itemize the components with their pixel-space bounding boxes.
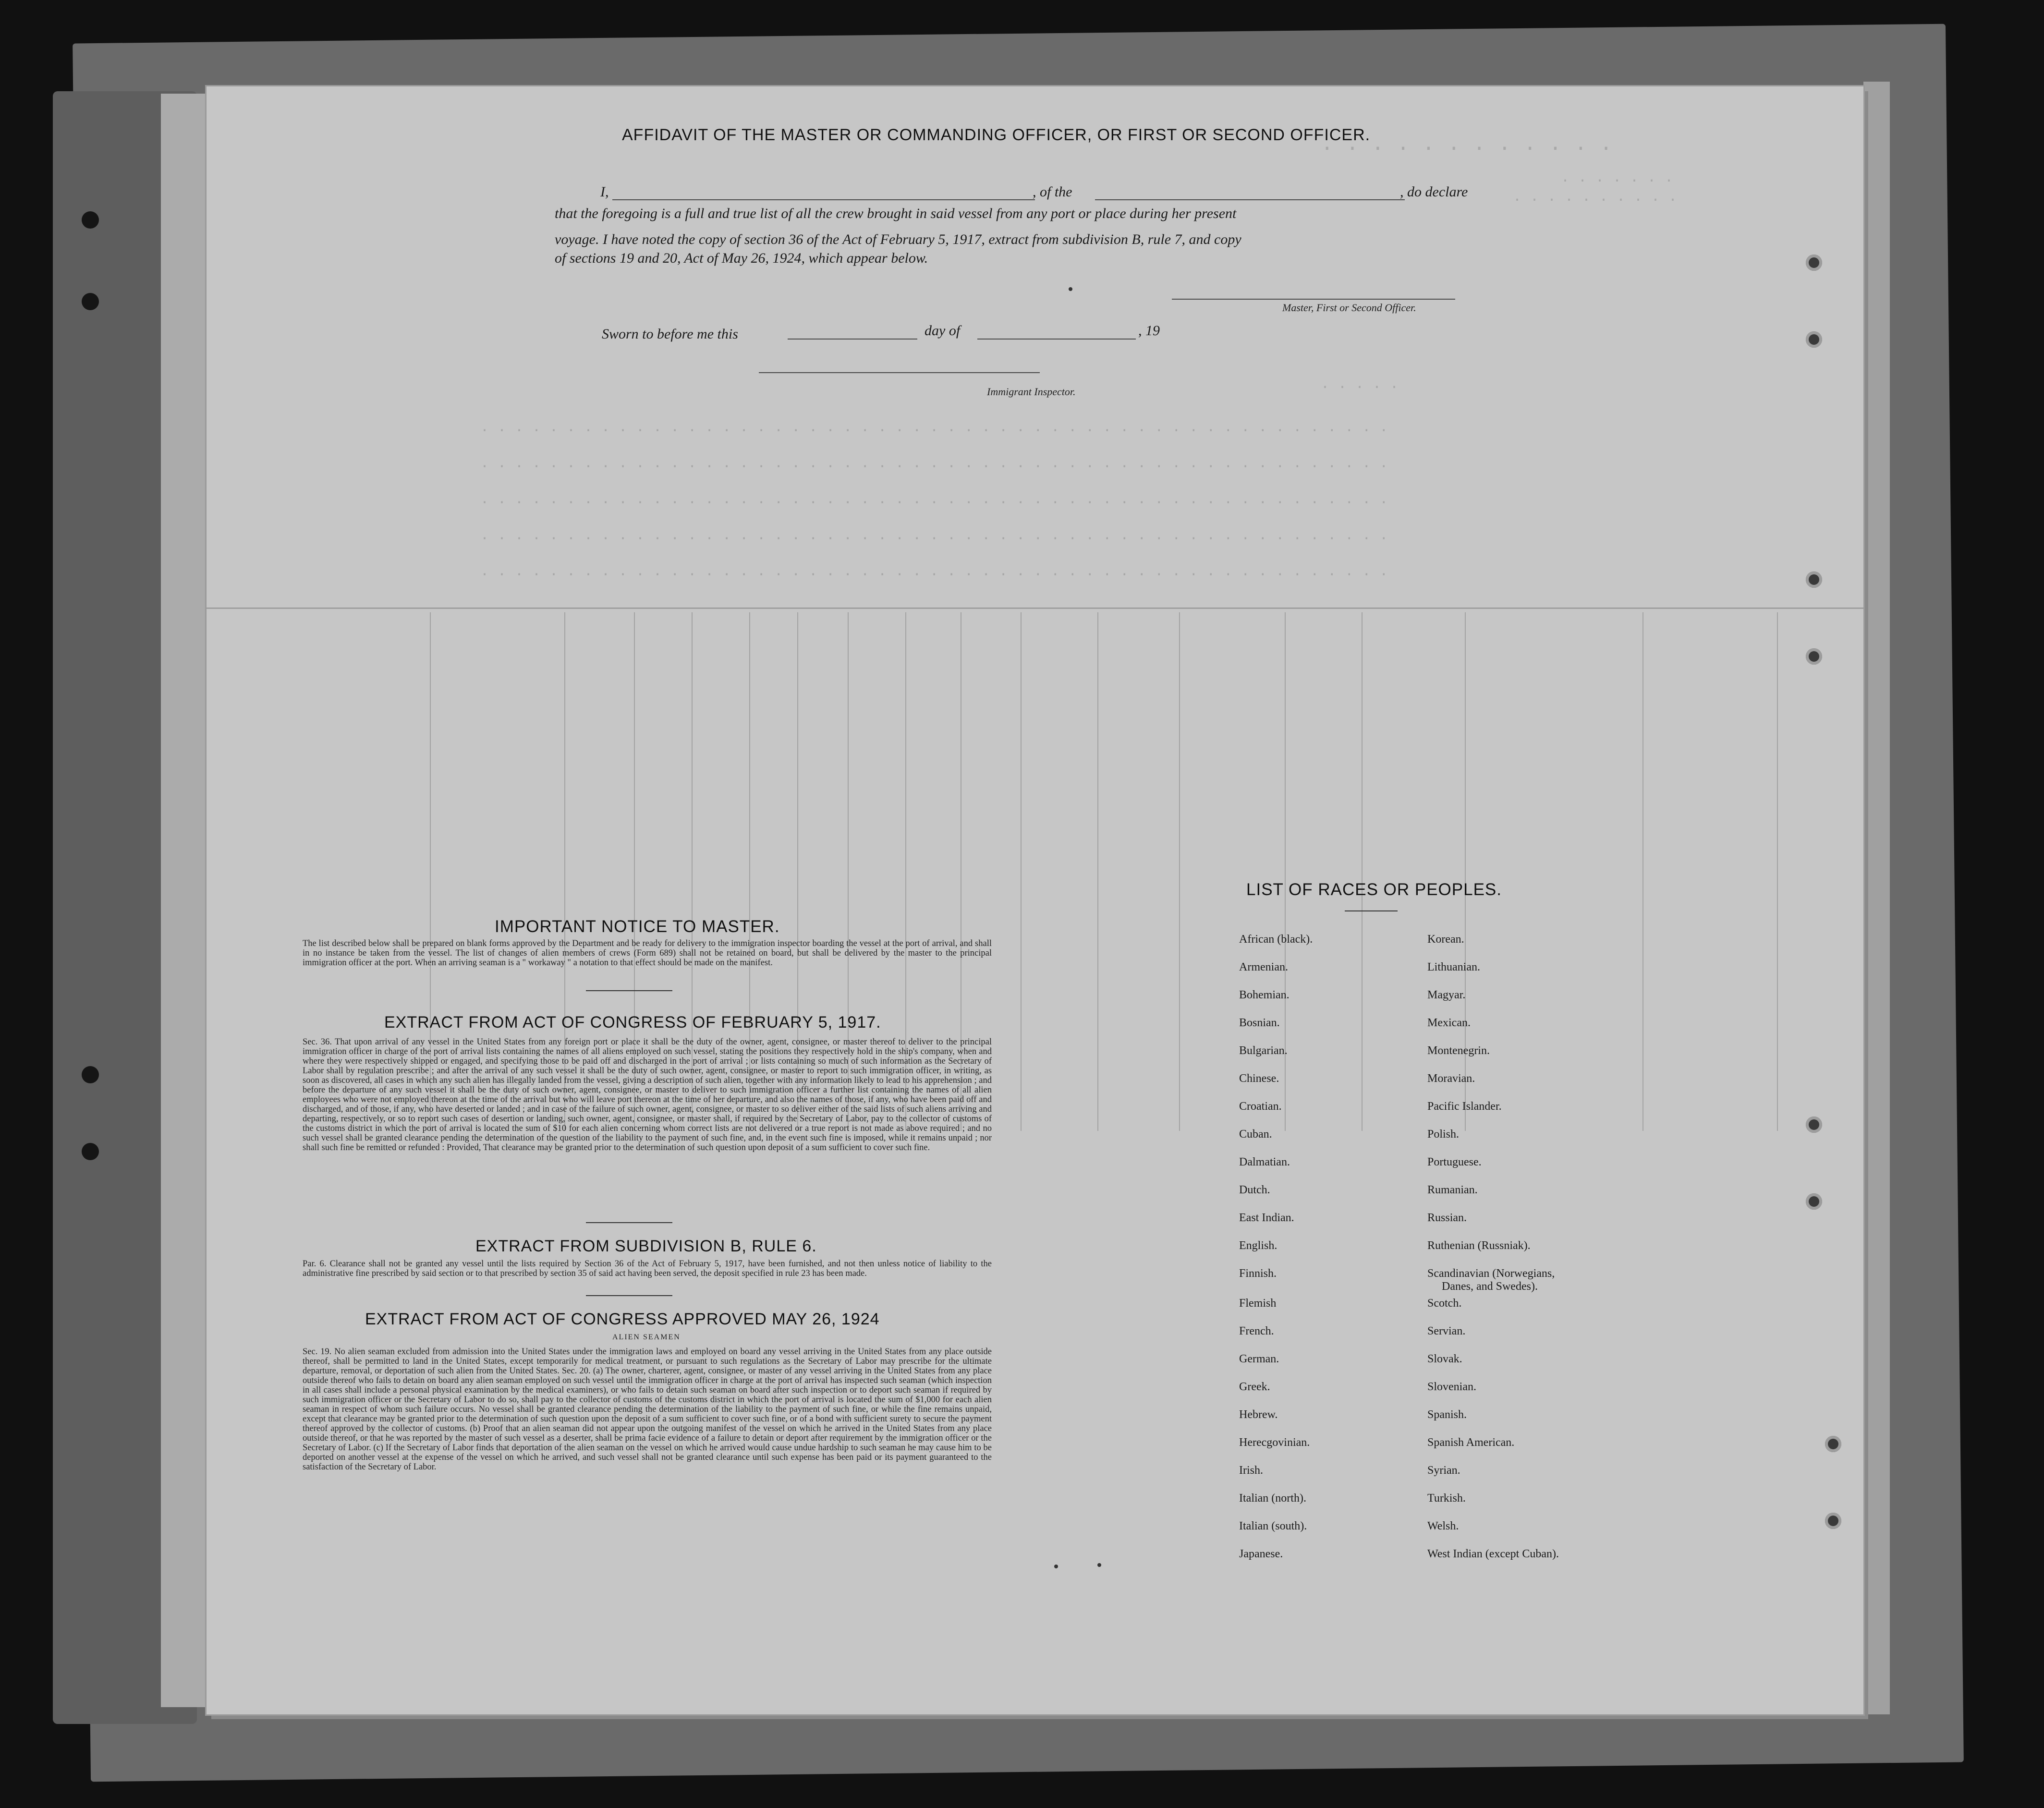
section-rule bbox=[586, 1222, 672, 1223]
race-item: Italian (north). bbox=[1239, 1492, 1306, 1505]
race-item: Bohemian. bbox=[1239, 989, 1290, 1001]
extract-1924-title: EXTRACT FROM ACT OF CONGRESS APPROVED MAY 26, 1924 bbox=[365, 1310, 880, 1328]
show-through-text: · · · · · · · · · · · · · · · · · · · · · · · · · · · · · · · · · · · · · · · · · · · · · · · · · · · · · bbox=[480, 531, 1388, 547]
affidavit-line4: of sections 19 and 20, Act of May 26, 1924, which appear below. bbox=[555, 250, 928, 266]
right-sheet-edge bbox=[1863, 82, 1890, 1714]
affidavit-line1-start: I, bbox=[600, 184, 609, 200]
race-item: Korean. bbox=[1427, 933, 1464, 946]
race-item: Welsh. bbox=[1427, 1520, 1459, 1532]
extract-1917-title: EXTRACT FROM ACT OF CONGRESS OF FEBRUARY 5, 1917. bbox=[384, 1013, 881, 1031]
ink-speck bbox=[1097, 1563, 1101, 1567]
officer-caption: Master, First or Second Officer. bbox=[1282, 302, 1416, 314]
race-item: Polish. bbox=[1427, 1128, 1460, 1141]
sworn-year-label: , 19 bbox=[1138, 323, 1160, 339]
race-item: French. bbox=[1239, 1325, 1274, 1337]
column-rule bbox=[1021, 612, 1022, 1131]
show-through-text: · · · · · · · · · · · · bbox=[1321, 137, 1613, 161]
column-rule bbox=[1179, 612, 1180, 1131]
binder-hole bbox=[82, 1066, 99, 1083]
race-item: Magyar. bbox=[1427, 989, 1466, 1001]
race-item: Slovak. bbox=[1427, 1353, 1462, 1365]
race-item: Croatian. bbox=[1239, 1100, 1282, 1113]
punch-hole bbox=[1806, 331, 1822, 348]
binder-hole bbox=[82, 1143, 99, 1160]
race-item: Bulgarian. bbox=[1239, 1044, 1288, 1057]
race-item: Moravian. bbox=[1427, 1072, 1475, 1085]
extract-1917-body: Sec. 36. That upon arrival of any vessel in the United States from any foreign port or place it shall be the duty of the owner, agent, consignee, or master thereof to deliver to the principal immigration officer in charge of the port of arrival lists containing the names of all aliens employed on such vessel, stating the positions they respectively hold in the ship's company, when and where they were respectively shipped or engaged, and specifying those to be paid off and discharged in the port of arrival ; or lists containing so much of such information as the Secretary of Labor shall by regulation prescribe ; and after the arrival of any such vessel it shall be the duty of such owner, agent, consignee, or master to report to such immigration officer, in writing, as soon as discovered, all cases in which any such alien has illegally landed from the vessel, giving a description of such alien, together with any information likely to lead to his apprehension ; and before the departure of any such vessel it shall be the duty of such owner, agent, consignee, or master to deliver to such immigration officer a further list containing the names of all alien employees who were not employed thereon at the time of the arrival but who will leave port thereon at the time of her departure, and also the names of those, if any, who have been paid off and discharged, and of those, if any, who have deserted or landed ; and in case of the failure of such owner, agent, consignee, or master to so deliver either of the said lists of such aliens arriving and departing, respectively, or so to report such cases of desertion or landing, such owner, agent, consignee, or master shall, if required by the Secretary of Labor, pay to the collector of customs of the customs district in which the port of arrival is located the sum of $10 for each alien concerning whom correct lists are not delivered or a true report is not made as above required ; and no such vessel shall be granted clearance pending the determination of the question of the liability to the payment of such fine, and, in the event such fine is imposed, while it remains unpaid ; nor shall such fine be remitted or refunded : Provided, That clearance may be granted prior to the determination of such question upon deposit of a sum sufficient to cover such fine. bbox=[303, 1037, 992, 1153]
show-through-text: · · · · · · · · · · · · · · · · · · · · · · · · · · · · · · · · · · · · · · · · · · · · · · · · · · · · · bbox=[480, 423, 1388, 439]
ink-speck bbox=[1069, 287, 1072, 291]
column-rule bbox=[1777, 612, 1778, 1131]
race-item: Dutch. bbox=[1239, 1184, 1270, 1196]
sworn-day-label: day of bbox=[925, 323, 961, 339]
race-item: Cuban. bbox=[1239, 1128, 1272, 1141]
punch-hole bbox=[1806, 1193, 1822, 1210]
column-rule bbox=[1642, 612, 1643, 1131]
race-item: Italian (south). bbox=[1239, 1520, 1307, 1532]
punch-hole bbox=[1806, 1116, 1822, 1133]
race-item: Pacific Islander. bbox=[1427, 1100, 1502, 1113]
notice-body: The list described below shall be prepared on blank forms approved by the Department and be ready for delivery to the immigration inspector boarding the vessel at the port of arrival, and shall in no instance be taken from the vessel. The list of changes of alien members of crews (Form 689) shall not be retained on board, but shall be delivered by the master to the principal immigration officer at the port. When an arriving seaman is a " workaway " a notation to that effect should be made on the manifest. bbox=[303, 939, 992, 968]
race-item: Montenegrin. bbox=[1427, 1044, 1490, 1057]
show-through-text: · · · · · · · · · · · · · · · · · · · · · · · · · · · · · · · · · · · · · · · · · · · · · · · · · · · · · bbox=[480, 459, 1388, 475]
races-title: LIST OF RACES OR PEOPLES. bbox=[1246, 880, 1502, 899]
show-through-text: · · · · · bbox=[1321, 379, 1399, 396]
race-item: Chinese. bbox=[1239, 1072, 1279, 1085]
binder-hole bbox=[82, 211, 99, 229]
column-rule bbox=[1362, 612, 1363, 1131]
race-item: West Indian (except Cuban). bbox=[1427, 1548, 1559, 1560]
race-item: Dalmatian. bbox=[1239, 1156, 1290, 1168]
sheet-edge bbox=[161, 94, 207, 1707]
sworn-month-blank[interactable] bbox=[977, 339, 1136, 340]
race-item: Finnish. bbox=[1239, 1267, 1277, 1280]
inspector-caption: Immigrant Inspector. bbox=[987, 386, 1076, 398]
show-through-text: · · · · · · · · · · · · · · · · · · · · · · · · · · · · · · · · · · · · · · · · · · · · · · · · · · · · · bbox=[480, 567, 1388, 583]
race-item: German. bbox=[1239, 1353, 1279, 1365]
affidavit-line3: voyage. I have noted the copy of section 36 of the Act of February 5, 1917, extract from subdivision B, rule 7, and copy bbox=[555, 231, 1241, 247]
race-item: Spanish American. bbox=[1427, 1436, 1515, 1449]
races-rule bbox=[1345, 910, 1398, 911]
affidavit-line2: that the foregoing is a full and true list of all the crew brought in said vessel from any port or place during her present bbox=[555, 206, 1237, 221]
binder-hole bbox=[82, 293, 99, 310]
punch-hole bbox=[1806, 571, 1822, 588]
sworn-day-blank[interactable] bbox=[788, 339, 917, 340]
race-item: Greek. bbox=[1239, 1381, 1270, 1393]
race-item: Mexican. bbox=[1427, 1017, 1471, 1029]
punch-hole bbox=[1825, 1513, 1841, 1529]
race-item: Portuguese. bbox=[1427, 1156, 1482, 1168]
punch-hole bbox=[1806, 648, 1822, 665]
affidavit-line1-end: , do declare bbox=[1400, 184, 1468, 200]
race-item: Japanese. bbox=[1239, 1548, 1283, 1560]
show-through-text: · · · · · · · · · · · · · · · · · · · · · · · · · · · · · · · · · · · · · · · · · · · · · · · · · · · · · bbox=[480, 495, 1388, 511]
affidavit-title: AFFIDAVIT OF THE MASTER OR COMMANDING OFFICER, OR FIRST OR SECOND OFFICER. bbox=[622, 126, 1371, 144]
race-item: English. bbox=[1239, 1239, 1278, 1252]
race-item: Herecgovinian. bbox=[1239, 1436, 1310, 1449]
race-item: Scotch. bbox=[1427, 1297, 1462, 1310]
race-item: East Indian. bbox=[1239, 1212, 1294, 1224]
show-through-text: · · · · · · · · · · bbox=[1513, 192, 1678, 208]
column-rule bbox=[1097, 612, 1098, 1131]
race-item: Irish. bbox=[1239, 1464, 1263, 1477]
race-item: Bosnian. bbox=[1239, 1017, 1280, 1029]
race-item: Servian. bbox=[1427, 1325, 1466, 1337]
declarant-name-blank[interactable] bbox=[612, 199, 1035, 200]
race-item: Ruthenian (Russniak). bbox=[1427, 1239, 1531, 1252]
section-rule bbox=[586, 1295, 672, 1296]
section-rule bbox=[586, 990, 672, 991]
vessel-name-blank[interactable] bbox=[1095, 199, 1405, 200]
race-item: Spanish. bbox=[1427, 1408, 1467, 1421]
sworn-line-start: Sworn to before me this bbox=[602, 326, 738, 342]
extract-1924-subtitle: ALIEN SEAMEN bbox=[612, 1333, 681, 1341]
inspector-signature-blank[interactable] bbox=[759, 372, 1040, 373]
race-item: Hebrew. bbox=[1239, 1408, 1278, 1421]
extract-rule6-title: EXTRACT FROM SUBDIVISION B, RULE 6. bbox=[475, 1237, 817, 1255]
race-item: Rumanian. bbox=[1427, 1184, 1478, 1196]
punch-hole bbox=[1825, 1436, 1841, 1452]
extract-1924-body: Sec. 19. No alien seaman excluded from admission into the United States under the immigration laws and employed on board any vessel arriving in the United States from any place outside thereof, shall be permitted to land in the United States, except temporarily for medical treatment, or pursuant to such regulations as the Secretary of Labor may prescribe for the ultimate departure, removal, or deportation of such alien from the United States. Sec. 20. (a) The owner, charterer, agent, consignee, or master of any vessel arriving in the United States from any place outside thereof who fails to detain on board any alien seaman employed on such vessel until the immigration officer in charge at the port of arrival has inspected such seaman (which inspection in all cases shall include a personal physical examination by the medical examiners), or who fails to detain such seaman on board after such inspection or to deport such seaman if required by such immigration officer or the Secretary of Labor to do so, shall pay to the collector of customs of the customs district in which the port of arrival is located the sum of $1,000 for each alien seaman in respect of whom such failure occurs. No vessel shall be granted clearance pending the determination of the liability to the payment of such fine, or while the fine remains unpaid, except that clearance may be granted prior to the determination of such question upon the deposit of a sum sufficient to cover such fine, or of a bond with sufficient surety to secure the payment thereof approved by the collector of customs. (b) Proof that an alien seaman did not appear upon the outgoing manifest of the vessel on which he arrived in the United States from any place outside thereof, or that he was reported by the master of such vessel as a deserter, shall be prima facie evidence of a failure to detain or deport after requirement by the immigration officer or the Secretary of Labor. (c) If the Secretary of Labor finds that deportation of the alien seaman on the vessel on which he arrived would cause undue hardship to such seaman he may cause him to be deported on another vessel at the expense of the vessel on which he arrived, and such vessel shall not be granted clearance until such expense has been paid or its payment guaranteed to the satisfaction of the Secretary of Labor. bbox=[303, 1347, 992, 1472]
show-through-text: · · · · · · · bbox=[1561, 173, 1674, 189]
officer-signature-blank[interactable] bbox=[1172, 299, 1455, 300]
race-item: Slovenian. bbox=[1427, 1381, 1476, 1393]
punch-hole bbox=[1806, 255, 1822, 271]
extract-rule6-body: Par. 6. Clearance shall not be granted any vessel until the lists required by Section 36 of the Act of February 5, 1917, have been furnished, and not then unless notice of liability to the administrative fine prescribed by said section or to that prescribed by section 35 of said act having been served, the deposit specified in rule 23 has been made. bbox=[303, 1259, 992, 1278]
fold-divider bbox=[207, 607, 1863, 609]
affidavit-line1-mid: , of the bbox=[1033, 184, 1072, 200]
race-item: Russian. bbox=[1427, 1212, 1467, 1224]
race-item: Lithuanian. bbox=[1427, 961, 1480, 973]
ink-speck bbox=[1054, 1565, 1058, 1568]
race-item: Flemish bbox=[1239, 1297, 1277, 1310]
race-item: Armenian. bbox=[1239, 961, 1288, 973]
race-item: Syrian. bbox=[1427, 1464, 1460, 1477]
race-item: African (black). bbox=[1239, 933, 1313, 946]
notice-title: IMPORTANT NOTICE TO MASTER. bbox=[495, 917, 780, 936]
race-item: Scandinavian (Norwegians, bbox=[1427, 1267, 1555, 1280]
race-item-continuation: Danes, and Swedes). bbox=[1442, 1280, 1538, 1293]
race-item: Turkish. bbox=[1427, 1492, 1466, 1505]
